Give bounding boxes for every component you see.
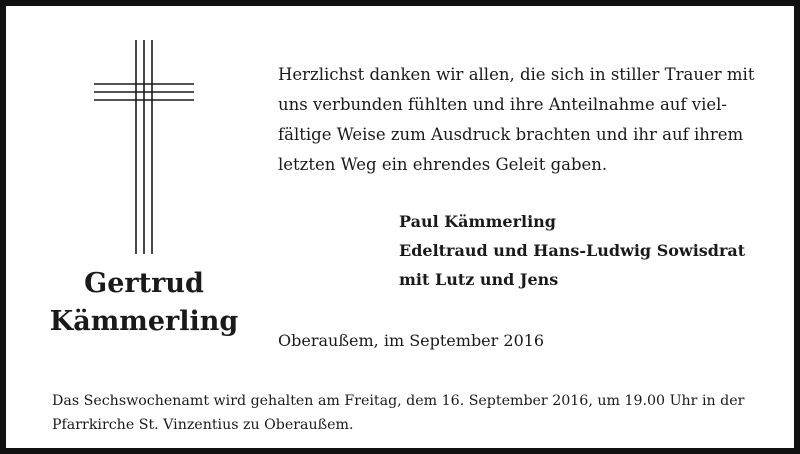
mourners-list xyxy=(399,207,745,294)
mourner-name: mit Lutz und Jens xyxy=(399,270,559,289)
christian-cross-icon xyxy=(94,40,194,254)
mourner-name: Edeltraud und Hans-Ludwig Sowisdrat xyxy=(399,241,746,260)
mourner-name: Paul Kämmerling xyxy=(399,212,556,231)
deceased-last-name: Kämmerling xyxy=(49,306,239,337)
deceased-first-name: Gertrud xyxy=(84,268,204,299)
service-line: Das Sechswochenamt wird gehalten am Freitag, dem 16. September 2016, um 19.00 Uhr in der xyxy=(52,393,745,409)
thanks-line: Herzlichst danken wir allen, die sich in stiller Trauer mit xyxy=(278,65,755,84)
thanks-line: fältige Weise zum Ausdruck brachten und ihr auf ihrem xyxy=(278,125,744,144)
thanks-paragraph xyxy=(278,60,764,180)
place-and-date: Oberaußem, im September 2016 xyxy=(278,331,545,350)
thanks-line: uns verbunden fühlten und ihre Anteilnahme auf viel- xyxy=(278,95,727,114)
memorial-service-note xyxy=(52,389,764,437)
thanks-line: letzten Weg ein ehrendes Geleit gaben. xyxy=(278,155,608,174)
service-line: Pfarrkirche St. Vinzentius zu Oberaußem. xyxy=(52,417,354,433)
